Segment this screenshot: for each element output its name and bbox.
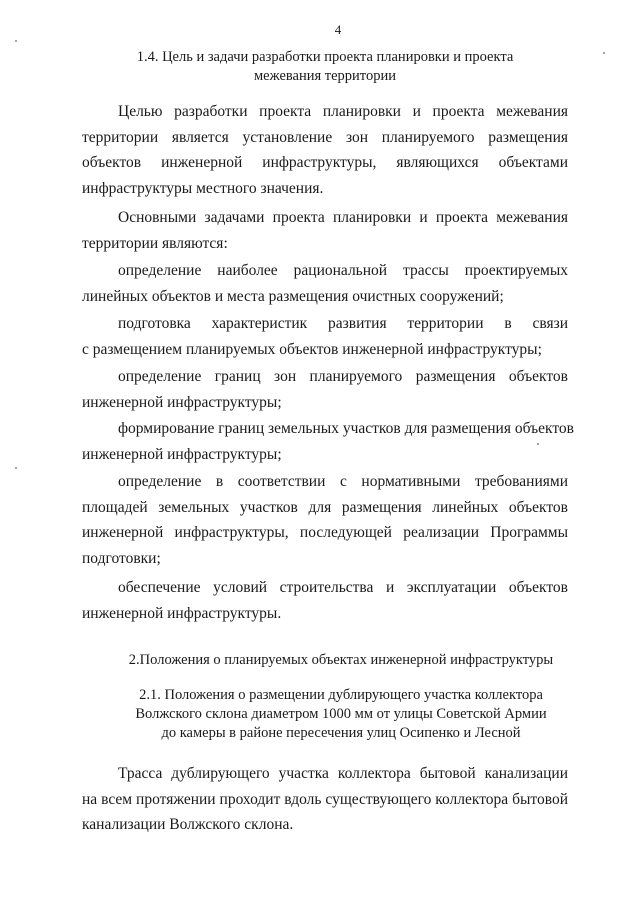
- text-line: подготовки;: [82, 549, 161, 567]
- text-line: территории является установление зон планируемого размещения: [82, 128, 568, 146]
- text-line: на всем протяжении проходит вдоль существующего коллектора бытовой: [82, 790, 568, 808]
- scan-speck: [537, 443, 539, 445]
- task-5-paragraph: [82, 469, 568, 571]
- text-line: определение границ зон планируемого размещения объектов: [118, 368, 568, 385]
- route-paragraph: [82, 761, 568, 838]
- text-line: инженерной инфраструктуры.: [82, 604, 282, 622]
- text-line: территории являются:: [82, 234, 228, 252]
- task-1-paragraph: [82, 258, 568, 309]
- scan-speck: [15, 40, 17, 42]
- goal-paragraph: [82, 99, 568, 201]
- task-3-paragraph: [82, 364, 568, 415]
- heading-line: 2.1. Положения о размещении дублирующего участка коллектора: [139, 687, 543, 703]
- text-line: площадей земельных участков для размещения линейных объектов: [82, 498, 568, 516]
- text-line: Основными задачами проекта планировки и проекта межевания: [118, 209, 568, 226]
- heading-line: 2.Положения о планируемых объектах инженерной инфраструктуры: [128, 652, 554, 668]
- tasks-intro-paragraph: [82, 205, 568, 256]
- text-line: формирование границ земельных участков для размещения объектов: [118, 420, 574, 437]
- task-6-paragraph: [82, 575, 568, 626]
- text-line: инженерной инфраструктуры;: [82, 393, 282, 411]
- heading-line: до камеры в районе пересечения улиц Осипенко и Лесной: [161, 725, 521, 741]
- section-2-heading: [82, 651, 600, 670]
- text-line: с размещением планируемых объектов инженерной инфраструктуры;: [82, 340, 542, 358]
- heading-line: Волжского склона диаметром 1000 мм от улицы Советской Армии: [135, 706, 547, 722]
- section-1-4-heading: [82, 48, 568, 86]
- text-line: линейных объектов и места размещения очистных сооружений;: [82, 287, 504, 305]
- page-number: 4: [334, 22, 342, 37]
- heading-line: 1.4. Цель и задачи разработки проекта планировки и проекта: [136, 49, 514, 65]
- text-line: подготовка характеристик развития территории в связи: [118, 315, 568, 332]
- task-4-paragraph: [82, 416, 574, 467]
- text-line: канализации Волжского склона.: [82, 816, 294, 833]
- text-line: обеспечение условий строительства и эксплуатации объектов: [118, 579, 568, 596]
- scan-speck: [15, 467, 17, 469]
- text-line: инженерной инфраструктуры;: [82, 445, 282, 463]
- text-line: определение в соответствии с нормативными требованиями: [118, 473, 568, 490]
- text-line: объектов инженерной инфраструктуры, являющихся объектами: [82, 154, 568, 171]
- heading-line: межевания территории: [254, 68, 396, 84]
- text-line: Целью разработки проекта планировки и проекта межевания: [118, 103, 568, 120]
- text-line: инженерной инфраструктуры, последующей реализации Программы: [82, 524, 568, 541]
- text-line: инфраструктуры местного значения.: [82, 179, 324, 197]
- text-line: определение наиболее рациональной трассы проектируемых: [118, 262, 568, 279]
- section-2-1-heading: [82, 686, 600, 743]
- text-line: Трасса дублирующего участка коллектора бытовой канализации: [118, 765, 568, 782]
- scan-speck: [603, 52, 605, 54]
- task-2-paragraph: [82, 311, 568, 362]
